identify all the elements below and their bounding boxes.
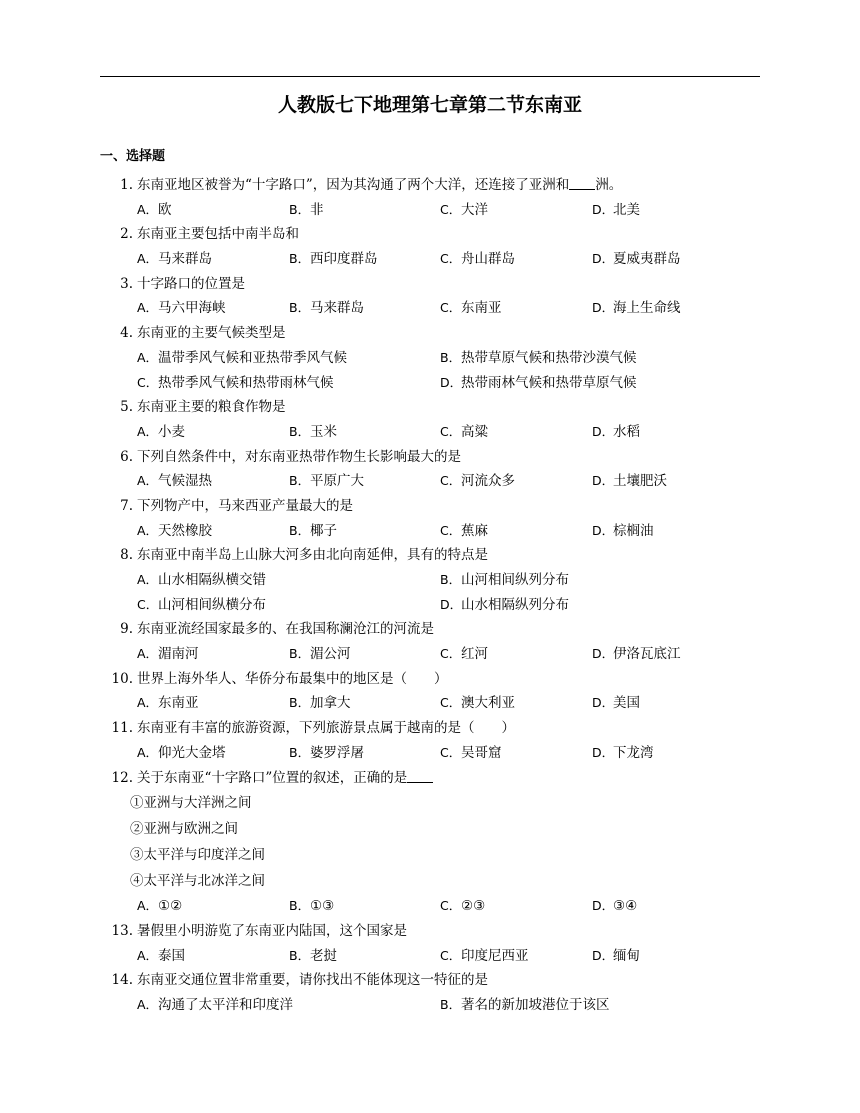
answer-option[interactable] xyxy=(440,593,569,618)
question-text: 东南亚的主要气候类型是 xyxy=(137,325,286,342)
answer-option[interactable] xyxy=(440,420,488,445)
option-text: 山水相隔纵横交错 xyxy=(158,572,266,588)
option-text: ③④ xyxy=(613,898,638,915)
question-number: 14. xyxy=(111,972,133,989)
option-text: 马来群岛 xyxy=(158,251,212,268)
option-text: 热带雨林气候和热带草原气候 xyxy=(461,374,637,391)
answer-option[interactable] xyxy=(592,642,681,667)
answer-option[interactable] xyxy=(137,346,347,371)
option-row xyxy=(100,642,740,667)
question-number: 2. xyxy=(120,226,133,243)
option-label: D． xyxy=(592,898,615,914)
answer-option[interactable] xyxy=(440,894,485,919)
question-stem xyxy=(100,395,740,420)
question-stem xyxy=(100,321,740,346)
option-label: B． xyxy=(289,423,311,439)
option-text: 山河相间纵列分布 xyxy=(461,572,569,588)
question-number: 13. xyxy=(111,922,133,939)
option-text: 澳大利亚 xyxy=(461,695,515,712)
option-label: A． xyxy=(137,300,159,316)
answer-option[interactable] xyxy=(137,691,199,716)
option-text: 马六甲海峡 xyxy=(158,300,226,317)
option-row xyxy=(100,944,740,969)
answer-option[interactable] xyxy=(592,420,640,445)
header-rule xyxy=(100,76,760,77)
option-text: 著名的新加坡港位于该区 xyxy=(461,996,610,1013)
answer-option[interactable] xyxy=(137,894,182,919)
answer-option[interactable] xyxy=(289,691,351,716)
option-row xyxy=(100,247,740,272)
option-row xyxy=(100,296,740,321)
option-label: A． xyxy=(137,744,159,760)
question-text: 东南亚有丰富的旅游资源，下列旅游景点属于越南的是（ ） xyxy=(137,720,515,737)
answer-option[interactable] xyxy=(440,469,515,494)
option-label: D． xyxy=(440,596,463,612)
answer-option[interactable] xyxy=(289,519,337,544)
question-text: 东南亚主要的粮食作物是 xyxy=(137,399,286,416)
option-text: 湄南河 xyxy=(158,646,199,663)
question-item xyxy=(100,617,740,666)
answer-option[interactable] xyxy=(137,568,266,593)
question-stem xyxy=(100,222,740,247)
option-row xyxy=(100,371,740,396)
question-item xyxy=(100,543,740,617)
answer-option[interactable] xyxy=(592,944,640,969)
option-label: C． xyxy=(440,695,462,711)
option-text: 山河相间纵横分布 xyxy=(158,596,266,613)
option-text: 马来群岛 xyxy=(310,300,364,317)
question-item xyxy=(100,173,740,222)
option-label: D． xyxy=(592,423,615,439)
option-text: 平原广大 xyxy=(310,473,364,490)
option-text: 北美 xyxy=(613,201,640,218)
answer-option[interactable] xyxy=(440,741,502,766)
option-text: 小麦 xyxy=(158,423,185,440)
option-row xyxy=(100,993,740,1018)
answer-option[interactable] xyxy=(137,593,266,618)
answer-option[interactable] xyxy=(137,741,226,766)
question-stem xyxy=(100,543,740,568)
option-text: 山水相隔纵列分布 xyxy=(461,596,569,613)
option-label: D． xyxy=(592,300,615,316)
option-label: D． xyxy=(592,251,615,267)
answer-option[interactable] xyxy=(137,642,199,667)
answer-option[interactable] xyxy=(137,198,172,223)
option-label: A． xyxy=(137,996,159,1012)
option-label: D． xyxy=(592,201,615,217)
question-stem xyxy=(100,272,740,297)
option-label: B． xyxy=(289,473,311,489)
answer-option[interactable] xyxy=(592,741,654,766)
option-text: 欧 xyxy=(158,201,172,218)
option-text: 热带草原气候和热带沙漠气候 xyxy=(461,349,637,366)
answer-option[interactable] xyxy=(592,519,654,544)
question-text: 东南亚地区被誉为“十字路口”，因为其沟通了两个大洋，还连接了亚洲和 洲。 xyxy=(137,177,623,193)
option-text: 天然橡胶 xyxy=(158,522,212,539)
option-text: 大洋 xyxy=(461,201,488,218)
option-label: C． xyxy=(440,423,462,439)
option-label: B． xyxy=(289,646,311,662)
question-item xyxy=(100,919,740,968)
option-text: 美国 xyxy=(613,695,640,712)
option-text: 东南亚 xyxy=(461,300,502,317)
question-text: 关于东南亚“十字路口”位置的叙述，正确的是 xyxy=(137,770,433,786)
answer-option[interactable] xyxy=(440,198,488,223)
option-row xyxy=(100,420,740,445)
answer-option[interactable] xyxy=(440,247,515,272)
question-stem xyxy=(100,919,740,944)
question-number: 7. xyxy=(120,497,133,514)
option-text: 东南亚 xyxy=(158,695,199,712)
question-stem xyxy=(100,968,740,993)
answer-option[interactable] xyxy=(289,198,324,223)
question-number: 9. xyxy=(120,621,133,638)
question-number: 5. xyxy=(120,399,133,416)
statement-item: ③太平洋与印度洋之间 xyxy=(130,847,265,864)
statement-item: ④太平洋与北冰洋之间 xyxy=(130,873,265,890)
answer-option[interactable] xyxy=(137,993,293,1018)
option-text: 下龙湾 xyxy=(613,744,654,761)
option-text: 非 xyxy=(310,201,324,218)
option-label: D． xyxy=(592,522,615,538)
answer-option[interactable] xyxy=(137,944,185,969)
option-text: 西印度群岛 xyxy=(310,251,378,268)
answer-option[interactable] xyxy=(289,741,364,766)
question-item xyxy=(100,968,740,1017)
option-label: B． xyxy=(289,201,311,217)
answer-option[interactable] xyxy=(440,296,502,321)
answer-option[interactable] xyxy=(289,944,337,969)
option-label: D． xyxy=(592,473,615,489)
question-stem xyxy=(100,766,740,791)
option-label: D． xyxy=(592,695,615,711)
option-text: 土壤肥沃 xyxy=(613,473,667,490)
answer-option[interactable] xyxy=(289,420,337,445)
page-title: 人教版七下地理第七章第二节东南亚 xyxy=(277,94,582,116)
option-label: D． xyxy=(592,947,615,963)
question-text: 东南亚交通位置非常重要，请你找出不能体现这一特征的是 xyxy=(137,972,488,989)
answer-option[interactable] xyxy=(440,371,637,396)
answer-option[interactable] xyxy=(137,247,212,272)
option-row xyxy=(100,519,740,544)
question-number: 12. xyxy=(111,769,133,786)
answer-option[interactable] xyxy=(440,346,637,371)
question-text: 暑假里小明游览了东南亚内陆国，这个国家是 xyxy=(137,922,407,939)
answer-option[interactable] xyxy=(592,894,637,919)
question-number: 1. xyxy=(120,177,133,193)
option-text: 海上生命线 xyxy=(613,300,681,317)
question-text: 东南亚流经国家最多的、在我国称澜沧江的河流是 xyxy=(137,621,434,638)
statement-item: ①亚洲与大洋洲之间 xyxy=(130,795,252,812)
question-stem xyxy=(100,445,740,470)
option-text: 高粱 xyxy=(461,423,488,440)
answer-option[interactable] xyxy=(440,568,569,593)
answer-option[interactable] xyxy=(137,469,212,494)
answer-option[interactable] xyxy=(289,296,364,321)
answer-option[interactable] xyxy=(289,469,364,494)
question-number: 4. xyxy=(120,325,133,342)
option-label: A． xyxy=(137,572,159,587)
option-label: A． xyxy=(137,898,159,914)
option-label: C． xyxy=(440,300,462,316)
option-text: 伊洛瓦底江 xyxy=(613,646,681,663)
question-text: 世界上海外华人、华侨分布最集中的地区是（ ） xyxy=(137,670,448,687)
question-number: 11. xyxy=(111,720,133,737)
option-label: B． xyxy=(289,744,311,760)
option-label: A． xyxy=(137,349,159,365)
option-label: D． xyxy=(592,646,615,662)
option-label: C． xyxy=(440,646,462,662)
option-label: B． xyxy=(440,349,462,365)
option-row xyxy=(100,469,740,494)
option-text: 玉米 xyxy=(310,423,337,440)
statement-item: ②亚洲与欧洲之间 xyxy=(130,821,238,838)
option-row xyxy=(100,894,740,919)
question-number: 3. xyxy=(120,275,133,292)
question-stem xyxy=(100,173,740,198)
option-text: 水稻 xyxy=(613,423,640,440)
question-number: 10. xyxy=(111,670,133,687)
answer-option[interactable] xyxy=(440,691,515,716)
option-label: A． xyxy=(137,947,159,963)
option-text: 老挝 xyxy=(310,947,337,964)
option-label: C． xyxy=(440,522,462,538)
option-label: A． xyxy=(137,423,159,439)
option-label: C． xyxy=(440,473,462,489)
question-item xyxy=(100,667,740,716)
question-stem xyxy=(100,716,740,741)
option-text: 吴哥窟 xyxy=(461,744,502,761)
answer-option[interactable] xyxy=(440,944,529,969)
option-text: 泰国 xyxy=(158,947,185,964)
option-text: 夏威夷群岛 xyxy=(613,251,681,268)
option-label: B． xyxy=(289,300,311,316)
option-text: 椰子 xyxy=(310,522,337,539)
option-label: B． xyxy=(289,898,311,914)
option-label: B． xyxy=(289,695,311,711)
question-item xyxy=(100,494,740,543)
question-stem xyxy=(100,617,740,642)
option-label: C． xyxy=(440,251,462,267)
option-text: 棕榈油 xyxy=(613,522,654,539)
option-text: 印度尼西亚 xyxy=(461,947,529,964)
option-text: 缅甸 xyxy=(613,947,640,964)
option-label: D． xyxy=(592,744,615,760)
question-number: 6. xyxy=(120,448,133,465)
answer-option[interactable] xyxy=(592,296,681,321)
option-label: C． xyxy=(440,898,462,914)
option-text: 气候湿热 xyxy=(158,473,212,490)
question-text: 下列物产中，马来西亚产量最大的是 xyxy=(137,497,353,514)
option-text: ①③ xyxy=(310,898,335,915)
answer-option[interactable] xyxy=(592,469,667,494)
question-text: 十字路口的位置是 xyxy=(137,275,245,292)
option-text: 红河 xyxy=(461,646,488,663)
question-text: 下列自然条件中，对东南亚热带作物生长影响最大的是 xyxy=(137,448,461,465)
answer-blank[interactable] xyxy=(569,175,595,190)
answer-option[interactable] xyxy=(289,642,351,667)
option-label: A． xyxy=(137,695,159,711)
option-label: C． xyxy=(137,374,159,390)
option-row xyxy=(100,741,740,766)
answer-option[interactable] xyxy=(592,198,640,223)
answer-option[interactable] xyxy=(137,296,226,321)
question-item xyxy=(100,445,740,494)
option-text: 热带季风气候和热带雨林气候 xyxy=(158,374,334,391)
question-item xyxy=(100,321,740,395)
section-heading: 一、选择题 xyxy=(100,149,166,164)
answer-option[interactable] xyxy=(137,519,212,544)
option-label: B． xyxy=(289,947,311,963)
question-item xyxy=(100,766,740,919)
answer-option[interactable] xyxy=(440,519,488,544)
question-list xyxy=(100,173,740,1018)
option-text: 加拿大 xyxy=(310,695,351,712)
option-label: B． xyxy=(289,251,311,267)
option-label: D． xyxy=(440,374,463,390)
option-label: C． xyxy=(440,201,462,217)
option-row xyxy=(100,691,740,716)
option-row xyxy=(100,346,740,371)
option-label: A． xyxy=(137,473,159,489)
option-row xyxy=(100,198,740,223)
answer-option[interactable] xyxy=(592,691,640,716)
option-label: A． xyxy=(137,522,159,538)
question-stem xyxy=(100,494,740,519)
option-text: 婆罗浮屠 xyxy=(310,744,364,761)
option-text: 温带季风气候和亚热带季风气候 xyxy=(158,349,347,366)
question-item xyxy=(100,272,740,321)
option-label: A． xyxy=(137,646,159,662)
option-text: 蕉麻 xyxy=(461,522,488,539)
option-text: ②③ xyxy=(461,898,486,915)
option-label: C． xyxy=(440,744,462,760)
answer-option[interactable] xyxy=(289,247,378,272)
question-item xyxy=(100,222,740,271)
option-label: B． xyxy=(289,522,311,538)
option-text: 沟通了太平洋和印度洋 xyxy=(158,996,293,1013)
question-item xyxy=(100,716,740,765)
option-text: 仰光大金塔 xyxy=(158,744,226,761)
option-label: B． xyxy=(440,572,462,587)
answer-option[interactable] xyxy=(137,371,334,396)
option-label: C． xyxy=(137,596,159,612)
option-label: A． xyxy=(137,201,159,217)
option-text: ①② xyxy=(158,898,183,915)
question-number: 8. xyxy=(120,547,133,564)
option-label: B． xyxy=(440,996,462,1012)
question-text: 东南亚主要包括中南半岛和 xyxy=(137,226,299,243)
option-text: 舟山群岛 xyxy=(461,251,515,268)
answer-blank[interactable] xyxy=(407,768,433,783)
option-label: C． xyxy=(440,947,462,963)
answer-option[interactable] xyxy=(440,642,488,667)
option-label: A． xyxy=(137,251,159,267)
answer-option[interactable] xyxy=(289,894,334,919)
answer-option[interactable] xyxy=(137,420,185,445)
question-stem xyxy=(100,667,740,692)
question-item xyxy=(100,395,740,444)
option-row xyxy=(100,593,740,618)
option-text: 河流众多 xyxy=(461,473,515,490)
option-text: 湄公河 xyxy=(310,646,351,663)
answer-option[interactable] xyxy=(592,247,681,272)
option-row xyxy=(100,568,740,593)
question-text: 东南亚中南半岛上山脉大河多由北向南延伸，具有的特点是 xyxy=(137,547,488,564)
answer-option[interactable] xyxy=(440,993,610,1018)
